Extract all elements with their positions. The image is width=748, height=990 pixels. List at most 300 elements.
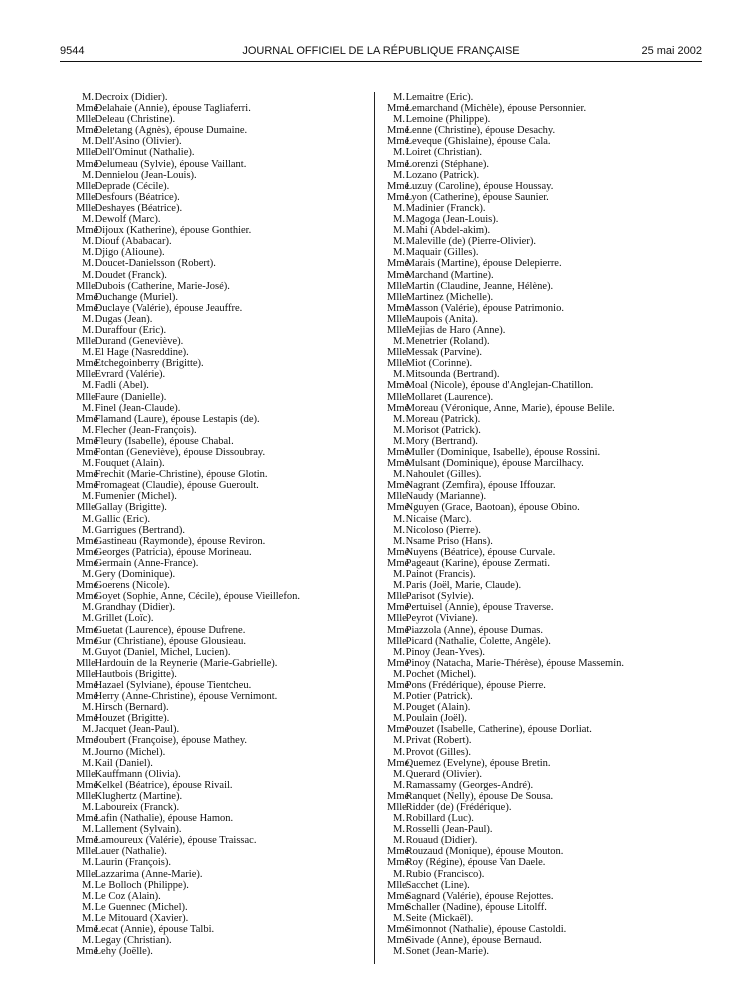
list-item xyxy=(387,147,707,158)
list-item xyxy=(387,458,707,469)
civility-title: M. xyxy=(82,802,94,813)
person-name: Gur (Christiane), épouse Glousieau. xyxy=(94,635,246,647)
person-name: Garrigues (Bertrand). xyxy=(94,524,186,536)
civility-title: Mme xyxy=(76,302,99,314)
list-item xyxy=(76,857,368,868)
civility-title: M. xyxy=(393,868,405,880)
person-name: Herry (Anne-Christine), épouse Vernimont. xyxy=(94,691,278,703)
civility-title: M. xyxy=(393,702,405,714)
list-item xyxy=(387,647,707,658)
civility-title: M. xyxy=(82,890,94,902)
person-name: Legay (Christian). xyxy=(94,935,172,947)
list-item xyxy=(387,214,707,225)
person-name: Pinoy (Jean-Yves). xyxy=(405,646,486,658)
list-item xyxy=(387,103,707,114)
person-name: Poulain (Joël). xyxy=(405,713,467,725)
list-item xyxy=(76,403,368,414)
person-name: Fouquet (Alain). xyxy=(94,458,165,470)
list-item xyxy=(387,292,707,303)
person-name: Nagrant (Zemfira), épouse Iffouzar. xyxy=(405,480,556,492)
person-name: Rubio (Francisco). xyxy=(405,868,485,880)
civility-title: Mme xyxy=(76,103,99,115)
person-name: Deprade (Cécile). xyxy=(94,180,170,192)
list-item xyxy=(76,114,368,125)
person-name: Guyot (Daniel, Michel, Lucien). xyxy=(94,646,231,658)
person-name: Lemoine (Philippe). xyxy=(405,114,491,126)
person-name: Magoga (Jean-Louis). xyxy=(405,214,499,226)
civility-title: M. xyxy=(82,236,94,248)
civility-title: Mlle xyxy=(76,114,96,126)
list-item xyxy=(76,469,368,480)
person-name: Mitsounda (Bertrand). xyxy=(405,369,500,381)
list-item xyxy=(76,225,368,236)
person-name: Goyet (Sophie, Anne, Cécile), épouse Vieillefon. xyxy=(94,591,300,603)
person-name: Deshayes (Béatrice). xyxy=(94,202,183,214)
list-item xyxy=(387,225,707,236)
civility-title: M. xyxy=(393,169,405,181)
civility-title: Mme xyxy=(387,757,410,769)
list-item xyxy=(387,680,707,691)
civility-title: Mme xyxy=(76,580,99,592)
person-name: Paris (Joël, Marie, Claude). xyxy=(405,580,522,592)
list-item xyxy=(387,780,707,791)
list-item xyxy=(387,835,707,846)
civility-title: Mme xyxy=(387,846,410,858)
list-item xyxy=(76,314,368,325)
list-item xyxy=(76,658,368,669)
list-item xyxy=(387,514,707,525)
person-name: Picard (Nathalie, Colette, Angèle). xyxy=(405,635,551,647)
list-item xyxy=(387,114,707,125)
list-item xyxy=(76,436,368,447)
civility-title: M. xyxy=(82,935,94,947)
person-name: Privat (Robert). xyxy=(405,735,472,747)
list-item xyxy=(76,569,368,580)
list-item xyxy=(387,247,707,258)
civility-title: Mme xyxy=(387,901,410,913)
list-item xyxy=(76,525,368,536)
civility-title: Mlle xyxy=(387,358,407,370)
civility-title: M. xyxy=(393,668,405,680)
civility-title: M. xyxy=(82,824,94,836)
list-item xyxy=(76,392,368,403)
person-name: Hazael (Sylviane), épouse Tientcheu. xyxy=(94,679,252,691)
civility-title: Mme xyxy=(387,380,410,392)
person-name: Loiret (Christian). xyxy=(405,147,483,159)
person-name: Schaller (Nadine), épouse Litolff. xyxy=(405,901,547,913)
civility-title: Mme xyxy=(76,291,99,303)
person-name: Leveque (Ghislaine), épouse Cala. xyxy=(405,136,551,148)
civility-title: M. xyxy=(82,247,94,259)
person-name: Kail (Daniel). xyxy=(94,757,153,769)
civility-title: Mlle xyxy=(76,502,96,514)
list-item xyxy=(76,458,368,469)
civility-title: M. xyxy=(393,114,405,126)
list-item xyxy=(76,691,368,702)
person-name: Pageaut (Karine), épouse Zermati. xyxy=(405,557,550,569)
publication-date: 25 mai 2002 xyxy=(641,45,702,57)
civility-title: Mlle xyxy=(76,391,96,403)
person-name: Muller (Dominique, Isabelle), épouse Rossini. xyxy=(405,447,601,458)
list-item xyxy=(387,913,707,924)
person-name: Luzuy (Caroline), épouse Houssay. xyxy=(405,180,554,192)
person-name: Etchegoinberry (Brigitte). xyxy=(94,358,204,370)
list-item xyxy=(76,602,368,613)
list-item xyxy=(76,813,368,824)
person-name: Dell'Asino (Olivier). xyxy=(94,136,182,148)
civility-title: M. xyxy=(393,369,405,381)
list-item xyxy=(76,913,368,924)
list-item xyxy=(76,514,368,525)
list-item xyxy=(387,469,707,480)
list-item xyxy=(76,203,368,214)
list-item xyxy=(387,125,707,136)
person-name: Nicoloso (Pierre). xyxy=(405,524,481,536)
civility-title: Mme xyxy=(76,691,99,703)
civility-title: M. xyxy=(393,214,405,226)
civility-title: M. xyxy=(393,779,405,791)
list-item xyxy=(387,447,707,458)
list-item xyxy=(387,181,707,192)
civility-title: M. xyxy=(82,424,94,436)
person-name: Dennielou (Jean-Louis). xyxy=(94,169,197,181)
list-item xyxy=(76,181,368,192)
list-item xyxy=(76,669,368,680)
civility-title: M. xyxy=(82,258,94,270)
list-item xyxy=(76,147,368,158)
civility-title: Mme xyxy=(76,535,99,547)
list-item xyxy=(387,414,707,425)
list-item xyxy=(387,613,707,624)
person-name: Sagnard (Valérie), épouse Rejottes. xyxy=(405,890,554,902)
person-name: Provot (Gilles). xyxy=(405,746,471,758)
civility-title: Mlle xyxy=(387,280,407,292)
list-item xyxy=(76,292,368,303)
civility-title: Mme xyxy=(76,779,99,791)
civility-title: Mme xyxy=(387,125,410,137)
list-item xyxy=(76,425,368,436)
person-name: Evrard (Valérie). xyxy=(94,369,166,381)
list-item xyxy=(76,791,368,802)
list-item xyxy=(387,724,707,735)
list-item xyxy=(76,214,368,225)
civility-title: M. xyxy=(82,313,94,325)
list-item xyxy=(387,580,707,591)
person-name: Marais (Martine), épouse Delepierre. xyxy=(405,258,562,270)
civility-title: Mme xyxy=(387,857,410,869)
page-number: 9544 xyxy=(60,45,85,57)
list-item xyxy=(387,935,707,946)
civility-title: M. xyxy=(393,535,405,547)
civility-title: Mme xyxy=(76,813,99,825)
person-name: Lafin (Nathalie), épouse Hamon. xyxy=(94,813,234,825)
list-item xyxy=(387,425,707,436)
civility-title: Mlle xyxy=(76,369,96,381)
civility-title: M. xyxy=(393,569,405,581)
civility-title: M. xyxy=(82,524,94,536)
list-item xyxy=(76,835,368,846)
list-item xyxy=(387,857,707,868)
civility-title: Mme xyxy=(76,557,99,569)
civility-title: Mlle xyxy=(387,591,407,603)
civility-title: Mlle xyxy=(387,802,407,813)
person-name: Rouaud (Didier). xyxy=(405,835,478,847)
list-item xyxy=(387,591,707,602)
person-name: Mollaret (Laurence). xyxy=(405,391,494,403)
list-item xyxy=(76,270,368,281)
civility-title: Mlle xyxy=(76,280,96,292)
person-name: Lozano (Patrick). xyxy=(405,169,480,181)
civility-title: M. xyxy=(393,247,405,259)
list-item xyxy=(387,813,707,824)
civility-title: M. xyxy=(82,324,94,336)
list-item xyxy=(387,325,707,336)
list-item xyxy=(387,769,707,780)
person-name: Flecher (Jean-François). xyxy=(94,424,197,436)
list-item xyxy=(387,236,707,247)
list-item xyxy=(76,824,368,835)
person-name: Kelkel (Béatrice), épouse Rivail. xyxy=(94,779,233,791)
list-item xyxy=(387,802,707,813)
civility-title: M. xyxy=(393,646,405,658)
list-item xyxy=(76,192,368,203)
person-name: Laboureix (Franck). xyxy=(94,802,180,813)
civility-title: M. xyxy=(393,435,405,447)
person-name: Marchand (Martine). xyxy=(405,269,494,281)
person-name: Maquair (Gilles). xyxy=(405,247,479,259)
civility-title: Mme xyxy=(76,158,99,170)
person-name: Fumenier (Michel). xyxy=(94,491,177,503)
civility-title: M. xyxy=(82,136,94,148)
person-name: Mulsant (Dominique), épouse Marcilhacy. xyxy=(405,458,584,470)
civility-title: Mme xyxy=(387,447,410,458)
list-item xyxy=(387,380,707,391)
person-name: Germain (Anne-France). xyxy=(94,557,199,569)
civility-title: Mlle xyxy=(76,336,96,348)
list-item xyxy=(76,902,368,913)
civility-title: Mme xyxy=(387,269,410,281)
civility-title: Mlle xyxy=(387,491,407,503)
civility-title: Mme xyxy=(387,657,410,669)
person-name: Ranquet (Nelly), épouse De Sousa. xyxy=(405,790,554,802)
person-name: Houzet (Brigitte). xyxy=(94,713,170,725)
civility-title: Mlle xyxy=(76,768,96,780)
person-name: Morisot (Patrick). xyxy=(405,424,481,436)
list-item xyxy=(387,902,707,913)
person-name: Painot (Francis). xyxy=(405,569,476,581)
list-item xyxy=(76,358,368,369)
civility-title: Mme xyxy=(387,724,410,736)
person-name: Grandhay (Didier). xyxy=(94,602,176,614)
civility-title: Mme xyxy=(387,502,410,514)
person-name: Desfours (Béatrice). xyxy=(94,191,180,203)
civility-title: M. xyxy=(82,857,94,869)
person-name: Rosselli (Jean-Paul). xyxy=(405,824,493,836)
person-name: Fadli (Abel). xyxy=(94,380,149,392)
list-item xyxy=(387,946,707,957)
civility-title: Mlle xyxy=(387,879,407,891)
list-item xyxy=(387,192,707,203)
civility-title: M. xyxy=(393,835,405,847)
person-name: El Hage (Nasreddine). xyxy=(94,347,189,359)
list-item xyxy=(387,846,707,857)
civility-title: Mlle xyxy=(76,191,96,203)
list-item xyxy=(387,658,707,669)
list-item xyxy=(387,159,707,170)
civility-title: Mme xyxy=(76,835,99,847)
civility-title: M. xyxy=(82,602,94,614)
civility-title: Mme xyxy=(76,447,99,458)
person-name: Pochet (Michel). xyxy=(405,668,477,680)
person-name: Lazzarima (Anne-Marie). xyxy=(94,868,203,880)
civility-title: Mme xyxy=(387,557,410,569)
list-item xyxy=(76,414,368,425)
person-name: Lemaitre (Eric). xyxy=(405,92,474,103)
civility-title: Mlle xyxy=(76,180,96,192)
list-item xyxy=(76,236,368,247)
person-name: Dell'Ominut (Nathalie). xyxy=(94,147,195,159)
list-item xyxy=(387,869,707,880)
person-name: Pouzet (Isabelle, Catherine), épouse Dorliat. xyxy=(405,724,592,736)
person-name: Le Mitouard (Xavier). xyxy=(94,912,189,924)
civility-title: M. xyxy=(82,746,94,758)
list-item xyxy=(387,203,707,214)
civility-title: M. xyxy=(82,569,94,581)
person-name: Seite (Mickaël). xyxy=(405,912,474,924)
civility-title: Mlle xyxy=(387,347,407,359)
civility-title: Mme xyxy=(387,103,410,115)
right-column xyxy=(387,92,707,957)
list-item xyxy=(387,92,707,103)
page-header xyxy=(60,44,702,58)
person-name: Sivade (Anne), épouse Bernaud. xyxy=(405,935,542,947)
person-name: Djigo (Alioune). xyxy=(94,247,165,259)
person-name: Deletang (Agnès), épouse Dumaine. xyxy=(94,125,248,137)
civility-title: Mme xyxy=(76,591,99,603)
person-name: Lehy (Joëlle). xyxy=(94,946,153,958)
list-item xyxy=(76,502,368,513)
list-item xyxy=(387,270,707,281)
person-name: Hautbois (Brigitte). xyxy=(94,668,177,680)
person-name: Lallement (Sylvain). xyxy=(94,824,182,836)
civility-title: M. xyxy=(82,702,94,714)
civility-title: M. xyxy=(393,424,405,436)
column-separator xyxy=(374,92,375,964)
person-name: Journo (Michel). xyxy=(94,746,166,758)
list-item xyxy=(76,325,368,336)
list-item xyxy=(387,170,707,181)
list-item xyxy=(76,336,368,347)
civility-title: M. xyxy=(393,813,405,825)
list-item xyxy=(387,536,707,547)
civility-title: Mme xyxy=(76,125,99,137)
list-item xyxy=(387,369,707,380)
civility-title: Mlle xyxy=(387,391,407,403)
list-item xyxy=(76,680,368,691)
list-item xyxy=(387,525,707,536)
person-name: Lemarchand (Michèle), épouse Personnier. xyxy=(405,103,587,115)
person-name: Menetrier (Roland). xyxy=(405,336,490,348)
list-item xyxy=(76,580,368,591)
person-name: Nsame Priso (Hans). xyxy=(405,535,493,547)
person-name: Simonnot (Nathalie), épouse Castoldi. xyxy=(405,924,567,936)
list-item xyxy=(76,136,368,147)
list-item xyxy=(387,747,707,758)
list-item xyxy=(76,735,368,746)
person-name: Hardouin de la Reynerie (Marie-Gabrielle). xyxy=(94,657,278,669)
person-name: Grillet (Loïc). xyxy=(94,613,154,625)
civility-title: M. xyxy=(393,513,405,525)
person-name: Dugas (Jean). xyxy=(94,313,153,325)
civility-title: M. xyxy=(393,946,405,958)
civility-title: Mme xyxy=(76,713,99,725)
civility-title: Mlle xyxy=(76,147,96,159)
civility-title: M. xyxy=(82,491,94,503)
person-name: Lorenzi (Stéphane). xyxy=(405,158,490,170)
list-item xyxy=(387,824,707,835)
civility-title: M. xyxy=(82,513,94,525)
list-item xyxy=(76,802,368,813)
civility-title: Mme xyxy=(76,469,99,481)
person-name: Diouf (Ababacar). xyxy=(94,236,172,248)
list-item xyxy=(76,159,368,170)
person-name: Doudet (Franck). xyxy=(94,269,167,281)
civility-title: Mme xyxy=(387,679,410,691)
civility-title: Mme xyxy=(387,924,410,936)
civility-title: Mlle xyxy=(387,635,407,647)
list-item xyxy=(76,281,368,292)
civility-title: M. xyxy=(82,92,94,103)
list-item xyxy=(387,547,707,558)
person-name: Joubert (Françoise), épouse Mathey. xyxy=(94,735,248,747)
list-item xyxy=(387,358,707,369)
civility-title: M. xyxy=(393,92,405,103)
civility-title: M. xyxy=(82,757,94,769)
civility-title: M. xyxy=(82,169,94,181)
civility-title: M. xyxy=(82,347,94,359)
list-item xyxy=(387,314,707,325)
list-item xyxy=(387,558,707,569)
civility-title: M. xyxy=(393,469,405,481)
left-column xyxy=(76,92,368,957)
person-name: Ridder (de) (Frédérique). xyxy=(405,802,512,813)
person-name: Robillard (Luc). xyxy=(405,813,474,825)
list-item xyxy=(387,436,707,447)
person-name: Potier (Patrick). xyxy=(405,691,473,703)
person-name: Guetat (Laurence), épouse Dufrene. xyxy=(94,624,246,636)
list-item xyxy=(76,713,368,724)
list-item xyxy=(387,636,707,647)
list-item xyxy=(387,602,707,613)
civility-title: M. xyxy=(82,613,94,625)
civility-title: Mlle xyxy=(387,324,407,336)
list-item xyxy=(387,625,707,636)
civility-title: Mme xyxy=(387,480,410,492)
list-item xyxy=(76,258,368,269)
person-name: Moreau (Patrick). xyxy=(405,413,481,425)
list-item xyxy=(76,480,368,491)
civility-title: M. xyxy=(393,413,405,425)
list-item xyxy=(387,336,707,347)
list-item xyxy=(387,392,707,403)
person-name: Rouzaud (Monique), épouse Mouton. xyxy=(405,846,564,858)
list-item xyxy=(387,924,707,935)
civility-title: Mme xyxy=(76,413,99,425)
civility-title: M. xyxy=(82,724,94,736)
civility-title: Mlle xyxy=(387,313,407,325)
person-name: Quemez (Evelyne), épouse Bretin. xyxy=(405,757,551,769)
person-name: Miot (Corinne). xyxy=(405,358,473,370)
